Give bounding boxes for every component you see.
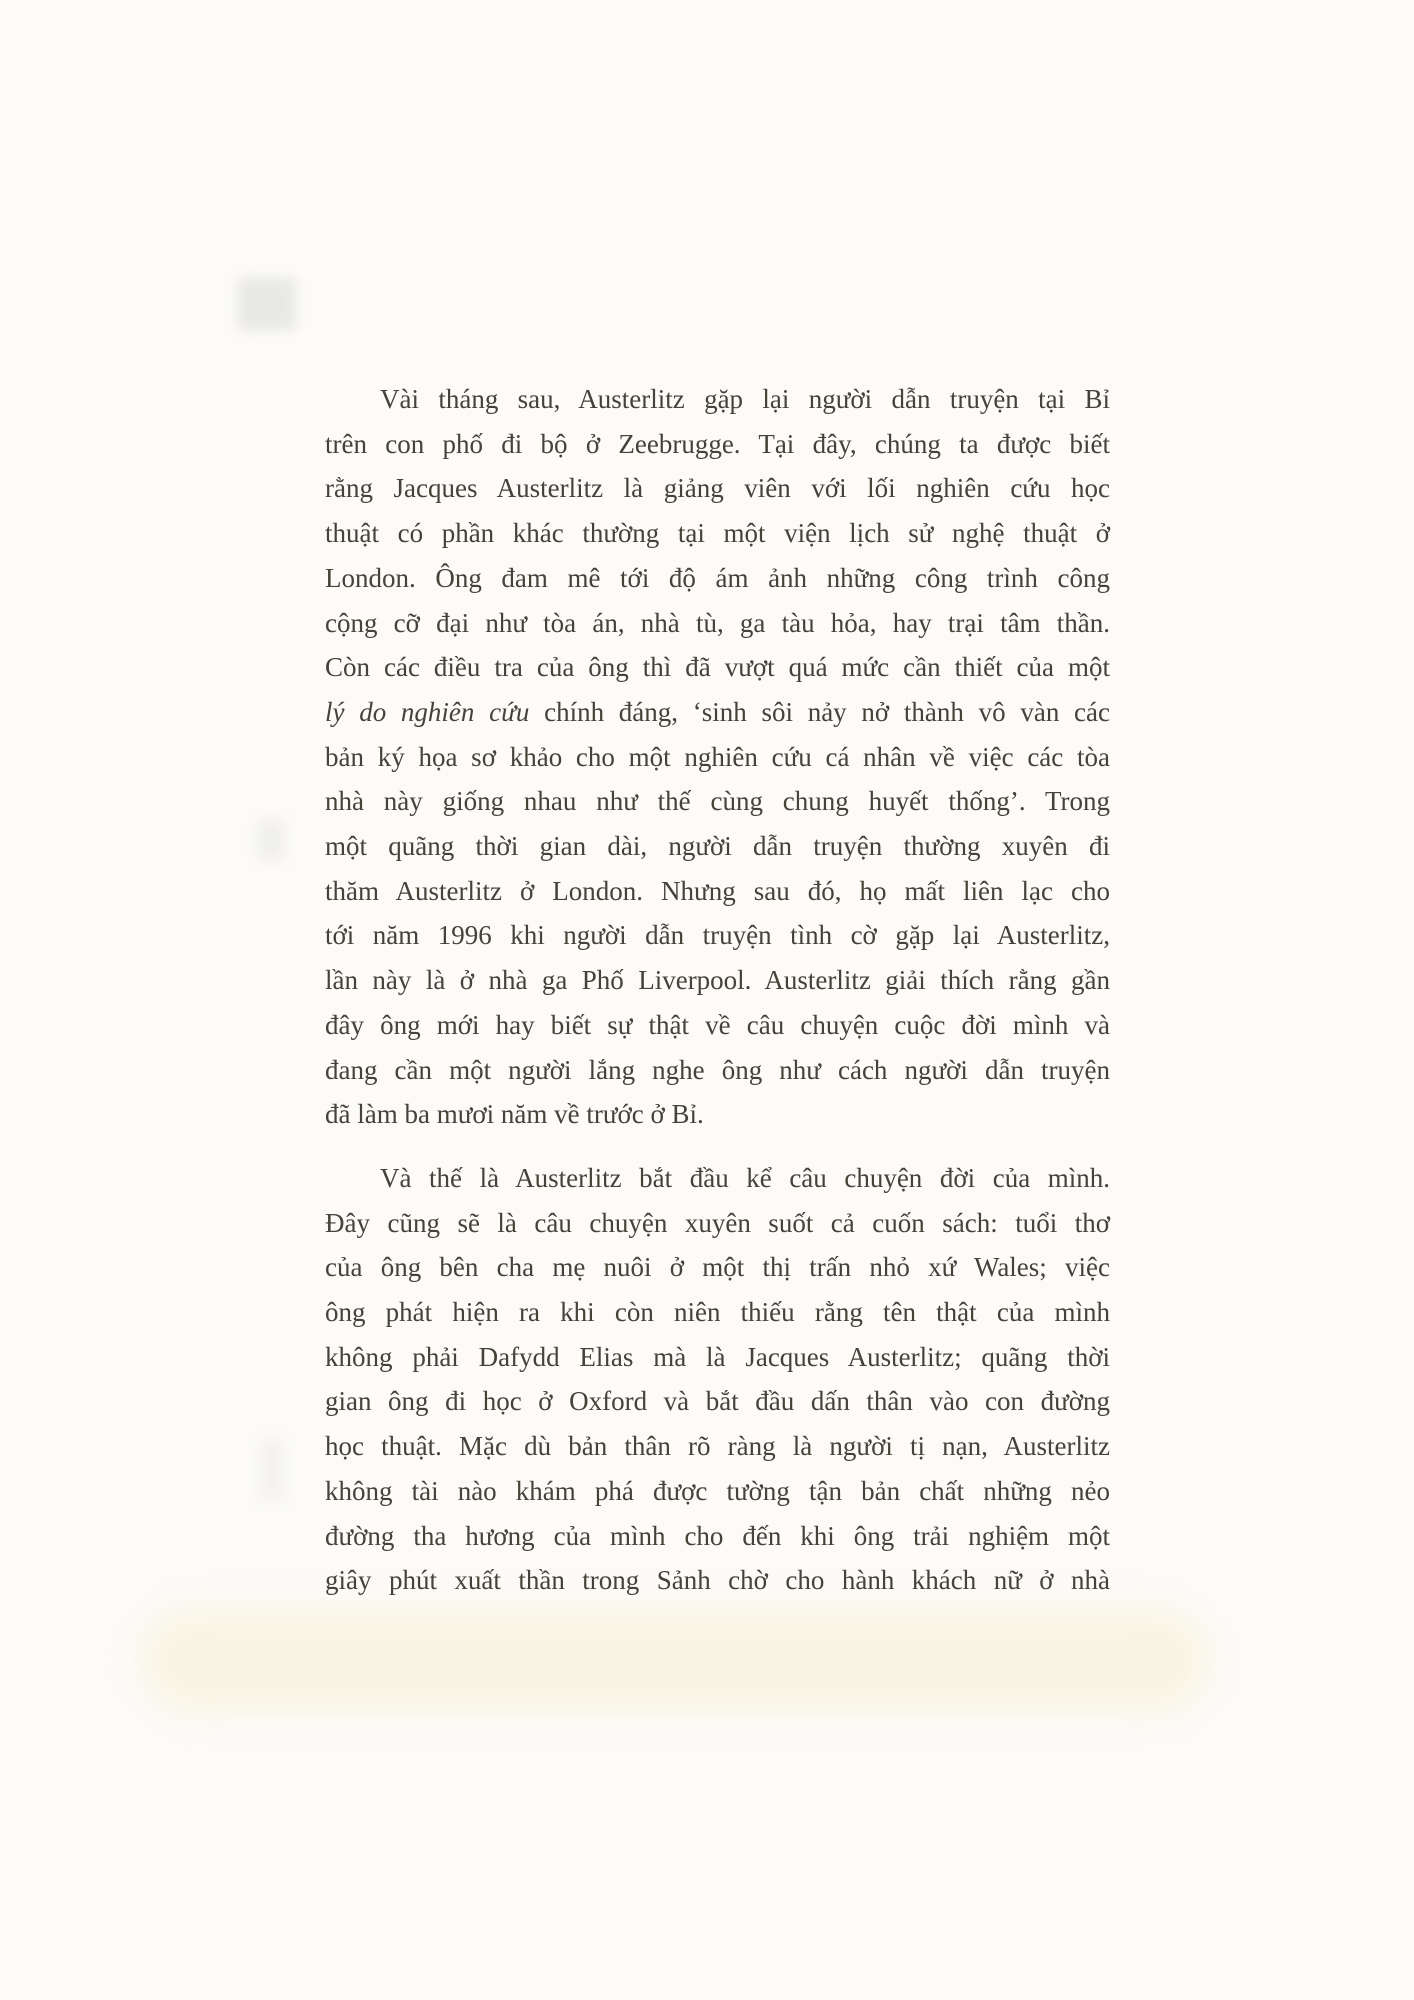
scan-artifact-smudge [258,820,284,860]
text-segment: thuật có phần khác thường tại một viện lịch sử nghệ thuật ở [325,518,1110,549]
scan-artifact-smudge [238,278,296,330]
text-segment: đã làm ba mươi năm về trước ở Bỉ. [325,1099,704,1130]
text-line [325,1048,1110,1093]
text-line [325,1201,1110,1246]
text-line [325,735,1110,780]
text-segment: đường tha hương của mình cho đến khi ông trải nghiệm một [325,1520,1110,1551]
text-segment: lý do nghiên cứu [325,696,530,727]
paragraph [325,1156,1110,1603]
text-segment: đây ông mới hay biết sự thật về câu chuyện cuộc đời mình và [325,1009,1110,1040]
paragraph [325,377,1110,1137]
text-segment: học thuật. Mặc dù bản thân rõ ràng là người tị nạn, Austerlitz [325,1431,1110,1462]
text-line [325,645,1110,690]
scan-artifact-smudge [260,1440,284,1500]
text-line [325,1003,1110,1048]
text-line [325,511,1110,556]
text-segment: không phải Dafydd Elias mà là Jacques Austerlitz; quãng thời [325,1341,1110,1372]
text-segment: lần này là ở nhà ga Phố Liverpool. Austerlitz giải thích rằng gần [325,965,1110,996]
text-line [325,958,1110,1003]
text-line [325,869,1110,914]
page-text [325,377,1110,1603]
text-segment: giây phút xuất thần trong Sảnh chờ cho hành khách nữ ở nhà [325,1565,1110,1596]
text-segment: ông phát hiện ra khi còn niên thiếu rằng tên thật của mình [325,1297,1110,1328]
text-line [325,556,1110,601]
text-line [325,913,1110,958]
text-segment: đang cần một người lắng nghe ông như cách người dẫn truyện [325,1054,1110,1085]
text-segment: Và thế là Austerlitz bắt đầu kể câu chuyện đời của mình. [380,1162,1110,1193]
text-segment: chính đáng, ‘sinh sôi nảy nở thành vô vàn các [529,696,1110,727]
text-segment: rằng Jacques Austerlitz là giảng viên với lối nghiên cứu học [325,473,1110,504]
text-line [325,1245,1110,1290]
text-line [325,1290,1110,1335]
text-segment: một quãng thời gian dài, người dẫn truyện thường xuyên đi [325,831,1110,862]
text-line [325,1558,1110,1603]
text-segment: nhà này giống nhau như thế cùng chung huyết thống’. Trong [325,786,1110,817]
text-segment: tới năm 1996 khi người dẫn truyện tình cờ gặp lại Austerlitz, [325,920,1110,951]
text-line [325,1514,1110,1559]
text-line [325,779,1110,824]
text-segment: Vài tháng sau, Austerlitz gặp lại người dẫn truyện tại Bỉ [380,384,1110,414]
text-segment: của ông bên cha mẹ nuôi ở một thị trấn nhỏ xứ Wales; việc [325,1252,1110,1283]
text-line [325,690,1110,735]
text-line [325,1335,1110,1380]
text-segment: London. Ông đam mê tới độ ám ảnh những công trình công [325,562,1110,593]
text-segment: Còn các điều tra của ông thì đã vượt quá mức cần thiết của một [325,652,1110,683]
text-line [325,1424,1110,1469]
text-line [325,1092,1110,1137]
text-line [325,824,1110,869]
text-line [325,1156,1110,1201]
text-line [325,1469,1110,1514]
scan-artifact-band [140,1608,1210,1713]
text-segment: gian ông đi học ở Oxford và bắt đầu dấn thân vào con đường [325,1386,1110,1417]
text-line [325,601,1110,646]
text-segment: không tài nào khám phá được tường tận bản chất những nẻo [325,1475,1110,1506]
text-segment: bản ký họa sơ khảo cho một nghiên cứu cá nhân về việc các tòa [325,741,1110,772]
text-line [325,422,1110,467]
text-segment: cộng cỡ đại như tòa án, nhà tù, ga tàu hỏa, hay trại tâm thần. [325,607,1110,638]
text-segment: thăm Austerlitz ở London. Nhưng sau đó, họ mất liên lạc cho [325,875,1110,906]
text-line [325,1379,1110,1424]
text-line [325,377,1110,422]
text-segment: trên con phố đi bộ ở Zeebrugge. Tại đây, chúng ta được biết [325,428,1110,459]
text-segment: Đây cũng sẽ là câu chuyện xuyên suốt cả cuốn sách: tuổi thơ [325,1207,1110,1238]
text-line [325,466,1110,511]
